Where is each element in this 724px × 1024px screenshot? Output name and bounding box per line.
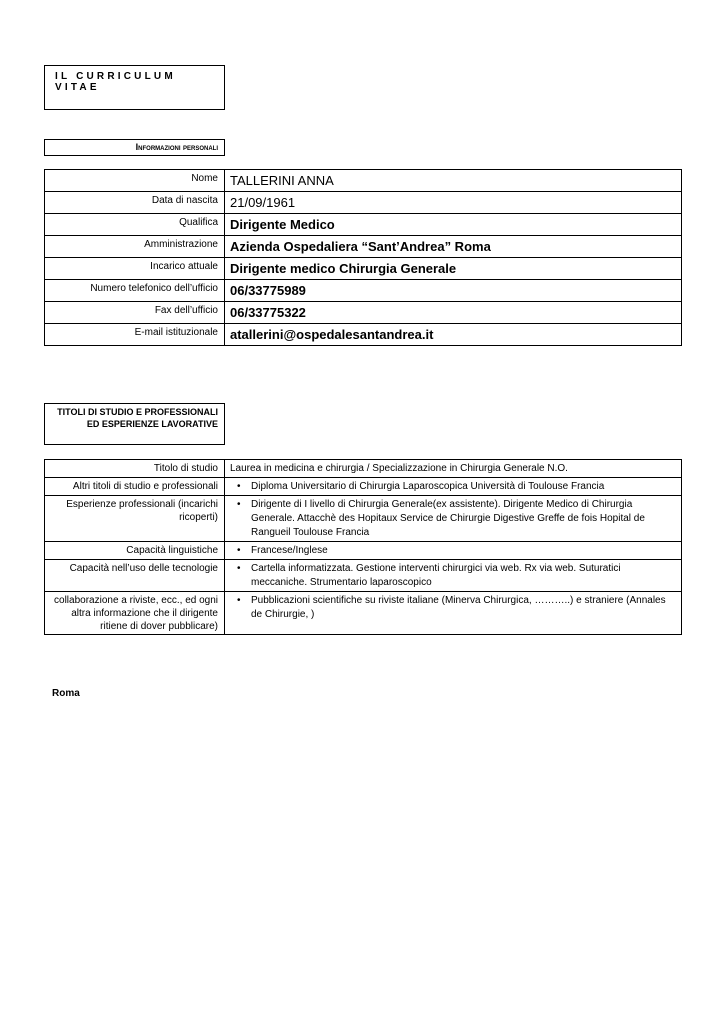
- table-row: [45, 258, 682, 280]
- row-label: Amministrazione: [45, 236, 225, 258]
- table-row: [45, 170, 682, 192]
- row-label: Capacità linguistiche: [45, 542, 225, 560]
- row-value: • Dirigente di I livello di Chirurgia Generale(ex assistente). Dirigente Medico di Chirurgia Generale. Attacchè des Hopitaux Service de Chirurgie Digestive Greffe de fois Hopital de Rangueil Toulouse Francia: [225, 496, 682, 542]
- cv-title-box: [44, 65, 225, 110]
- row-label: collaborazione a riviste, ecc., ed ogni altra informazione che il dirigente ritiene di dover pubblicare): [45, 592, 225, 635]
- table-row: [45, 592, 682, 635]
- studies-table: [44, 459, 682, 635]
- table-row: [45, 192, 682, 214]
- row-label: Nome: [45, 170, 225, 192]
- table-row: [45, 324, 682, 346]
- cv-title: IL CURRICULUM VITAE: [55, 71, 176, 93]
- row-value: 06/33775322: [225, 302, 682, 324]
- table-row: [45, 460, 682, 478]
- row-value: 06/33775989: [225, 280, 682, 302]
- row-label: Altri titoli di studio e professionali: [45, 478, 225, 496]
- table-row: [45, 280, 682, 302]
- personal-section-header: [44, 139, 225, 156]
- studies-section-title: TITOLI DI STUDIO E PROFESSIONALI ED ESPERIENZE LAVORATIVE: [57, 407, 218, 429]
- row-label: Titolo di studio: [45, 460, 225, 478]
- row-value: Dirigente medico Chirurgia Generale: [225, 258, 682, 280]
- table-row: [45, 560, 682, 592]
- personal-section-title: Informazioni personali: [135, 142, 218, 152]
- row-label: Capacità nell’uso delle tecnologie: [45, 560, 225, 592]
- row-label: E-mail istituzionale: [45, 324, 225, 346]
- table-row: [45, 542, 682, 560]
- row-value: Laurea in medicina e chirurgia / Specializzazione in Chirurgia Generale N.O.: [225, 460, 682, 478]
- row-value: TALLERINI ANNA: [225, 170, 682, 192]
- studies-section-header: [44, 403, 225, 445]
- row-value: Dirigente Medico: [225, 214, 682, 236]
- table-row: [45, 236, 682, 258]
- row-value: • Cartella informatizzata. Gestione interventi chirurgici via web. Rx via web. Suturatici meccaniche. Strumentario laparoscopico: [225, 560, 682, 592]
- row-value: • Francese/Inglese: [225, 542, 682, 560]
- personal-info-table: [44, 169, 682, 346]
- row-label: Data di nascita: [45, 192, 225, 214]
- row-value: Azienda Ospedaliera “Sant’Andrea” Roma: [225, 236, 682, 258]
- row-label: Qualifica: [45, 214, 225, 236]
- row-value: • Pubblicazioni scientifiche su riviste italiane (Minerva Chirurgica, ………..) e straniere (Annales de Chirurgie, ): [225, 592, 682, 635]
- table-row: [45, 302, 682, 324]
- table-row: [45, 478, 682, 496]
- table-row: [45, 496, 682, 542]
- row-value: atallerini@ospedalesantandrea.it: [225, 324, 682, 346]
- row-value: 21/09/1961: [225, 192, 682, 214]
- row-label: Fax dell’ufficio: [45, 302, 225, 324]
- row-label: Esperienze professionali (incarichi ricoperti): [45, 496, 225, 542]
- table-row: [45, 214, 682, 236]
- row-value: • Diploma Universitario di Chirurgia Laparoscopica Università di Toulouse Francia: [225, 478, 682, 496]
- row-label: Numero telefonico dell’ufficio: [45, 280, 225, 302]
- city-signature: Roma: [52, 688, 80, 699]
- row-label: Incarico attuale: [45, 258, 225, 280]
